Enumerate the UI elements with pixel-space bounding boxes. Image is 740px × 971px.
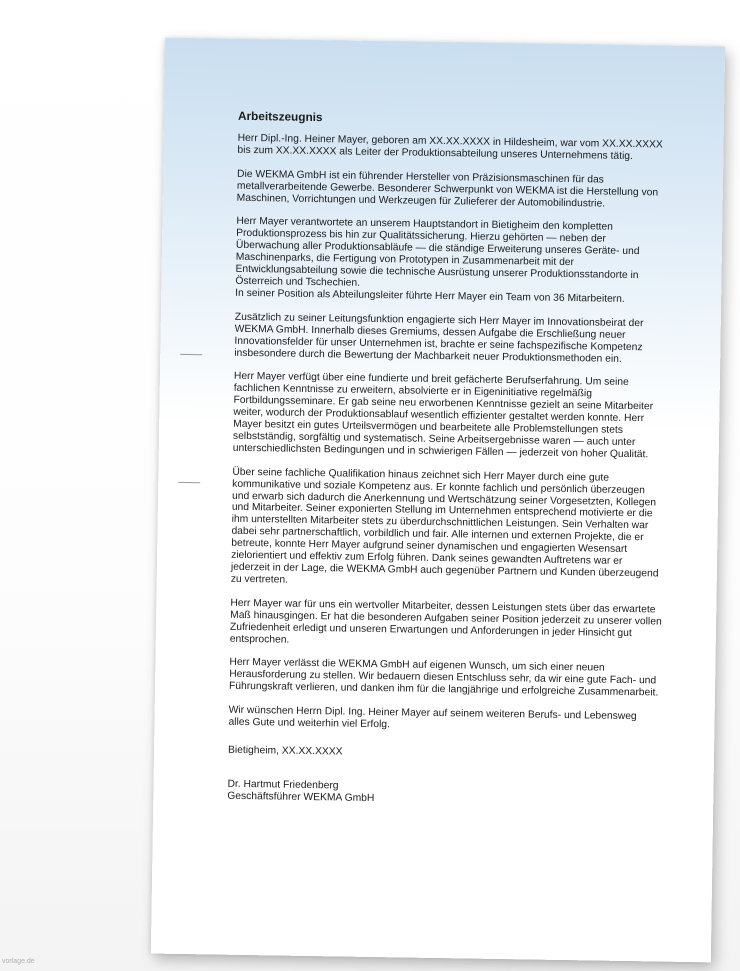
fold-mark: [178, 482, 200, 483]
paragraph-responsibilities: Herr Mayer verantwortete an unserem Hauptstandort in Bietigheim den kompletten Produktionsprozess bis hin zur Qualitätssicherung. Hierzu gehörten — neben der Überwachung aller Produktionsabläufe — die ständige Erweiterung unseres Geräte- und Maschinenparks, die Fertigung von Prototypen in Zusammenarbeit mit der Entwicklungsabteilung sowie die technische Ausrüstung unserer Produktionsstandorte in Österreich und Tschechien.: [235, 216, 640, 289]
paragraph-expertise: Herr Mayer verfügt über eine fundierte und breit gefächerte Berufserfahrung. Um seine fachlichen Kenntnisse zu erweitern, absolvierte er in Eigeninitiative regelmäßig Fortbildungsseminare. Er gab seine neu erworbenen Kenntnisse gezielt an seine Mitarbeiter weiter, wodurch der Produktionsablauf wesentlich effizienter gestaltet werden konnte. Herr Mayer besitzt ein gutes Urteilsvermögen und bearbeitete alle Problemstellungen stets selbstständig, sorgfältig und systematisch. Seine Arbeitsergebnisse waren — auch unter unterschiedlichsten Bedingungen und in schwierigen Fällen — jederzeit von hoher Qualität.: [232, 371, 654, 461]
place-and-date: Bietigheim, XX.XX.XXXX: [227, 744, 343, 758]
document-title: Arbeitszeugnis: [237, 108, 323, 125]
paragraph-company: Die WEKMA GmbH ist ein führender Hersteller von Präzisionsmaschinen für das metallverarbeitende Gewerbe. Besonderer Schwerpunkt von WEKMA ist die Herstellung von Maschinen, Vorrichtungen und Werkzeugen für Zulieferer der Automobilindustrie.: [236, 168, 659, 210]
fold-mark: [180, 354, 202, 355]
paragraph-team: In seiner Position als Abteilungsleiter führte Herr Mayer ein Team von 36 Mitarbeitern.: [235, 287, 625, 305]
watermark-text: vorlage.de: [2, 958, 35, 965]
document-body: [227, 108, 670, 809]
signature-block: [227, 779, 659, 810]
paragraph-performance: Herr Mayer war für uns ein wertvoller Mitarbeiter, dessen Leistungen stets über das erwartete Maß hinausgingen. Er hat die besonderen Aufgaben seiner Position jederzeit zu unserer vollen Zufriedenheit erledigt und unseren Erwartungen und Anforderungen in jeder Hinsicht gut entsprochen.: [229, 597, 662, 646]
signatory-name: Dr. Hartmut Friedenberg: [227, 778, 339, 792]
paragraph-social-skills: Über seine fachliche Qualifikation hinaus zeichnet sich Herr Mayer durch eine gute kommunikative und soziale Kompetenz aus. Er konnte fachlich und persönlich überzeugen und erwarb sich dadurch die Anerkennung und Wertschätzung seiner Vorgesetzten, Kollegen und Mitarbeiter. Seiner exponierten Stellung im Unternehmen entsprechend motivierte er die ihm unterstellten Mitarbeiter stets zu überdurchschnittlichen Leistungen. Sein Verhalten war dabei sehr partnerschaftlich, vorbildlich und fair. Alle internen und externen Projekte, die er betreute, konnte Herr Mayer aufgrund seiner dynamischen und engagierten Wesensart zielorientiert und effektiv zum Erfolg führen. Dank seines gewandten Auftretens war er jederzeit in der Lage, die WEKMA GmbH auch gegenüber Partnern und Kunden überzeugend zu vertreten.: [230, 466, 659, 586]
paragraph-departure: Herr Mayer verlässt die WEKMA GmbH auf eigenen Wunsch, um sich einer neuen Herausforderung zu stellen. Wir bedauern diesen Entschluss sehr, da wir eine gute Fach- und Führungskraft verlieren, und danken ihm für die langjährige und erfolgreiche Zusammenarbeit.: [228, 657, 659, 699]
signatory-role: Geschäftsführer WEKMA GmbH: [227, 790, 375, 804]
paragraph-innovation-board: Zusätzlich zu seiner Leitungsfunktion engagierte sich Herr Mayer im Innovationsbeirat der WEKMA GmbH. Innerhalb dieses Gremiums, dessen Aufgabe die Erschließung neuer Innovationsfelder für unser Unternehmen ist, brachte er seine fachspezifische Kompetenz insbesondere durch die Bewertung der Machbarkeit neuer Produktionsmethoden ein.: [234, 311, 644, 365]
document-page: [151, 38, 725, 963]
paragraph-closing-wishes: Wir wünschen Herrn Dipl. Ing. Heiner Mayer auf seinem weiteren Berufs- und Lebensweg alles Gute und weiterhin viel Erfolg.: [228, 704, 637, 731]
paragraph-introduction: Herr Dipl.-Ing. Heiner Mayer, geboren am XX.XX.XXXX in Hildesheim, war vom XX.XX.XXXX bis zum XX.XX.XXXX als Leiter der Produktionsabteilung unseres Unternehmens tätig.: [237, 132, 663, 162]
